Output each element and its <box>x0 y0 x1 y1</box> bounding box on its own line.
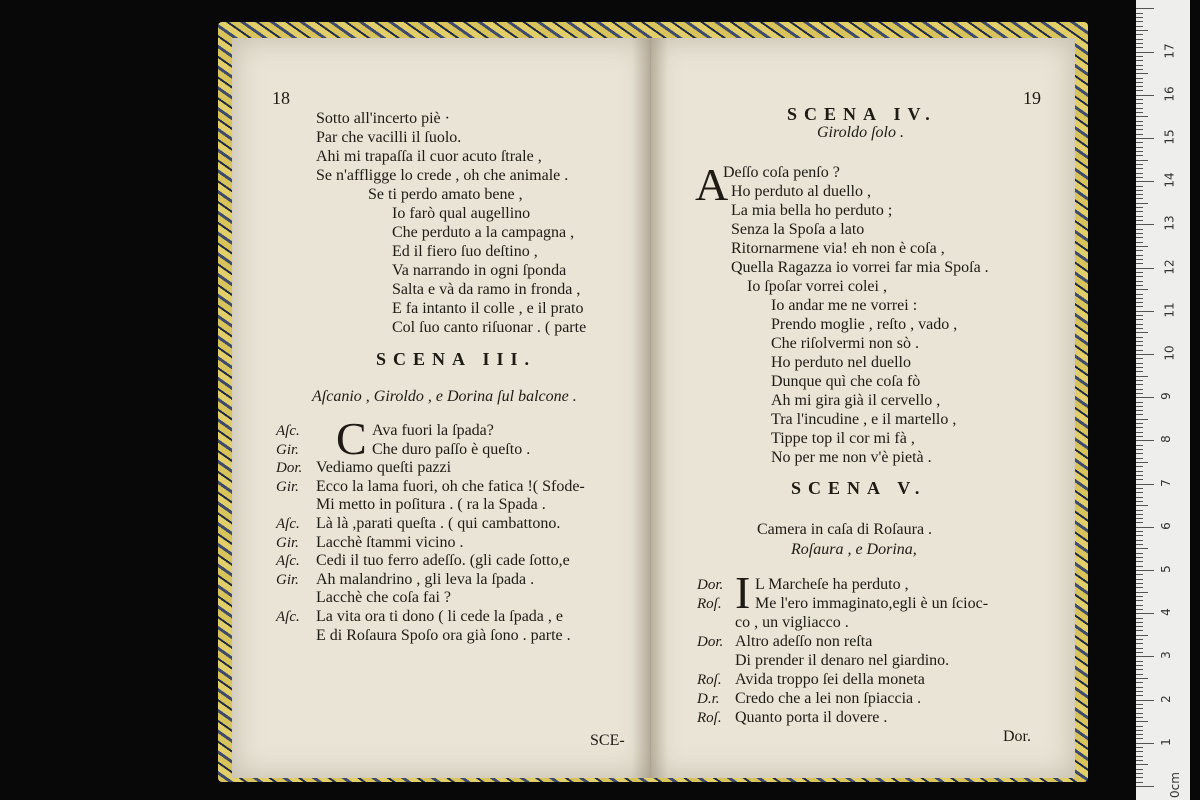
left-page <box>232 38 651 778</box>
ruler-tick <box>1136 103 1143 104</box>
ruler-tick <box>1136 769 1143 770</box>
dialogue-line: Ava fuori la ſpada? <box>372 422 494 439</box>
verse-line: Col ſuo canto riſuonar . ( parte <box>392 319 587 336</box>
monologue-line: Deſſo coſa penſo ? <box>723 164 840 181</box>
monologue-line: Dunque quì che coſa fò <box>771 373 921 390</box>
ruler-tick <box>1136 488 1143 489</box>
ruler-tick <box>1136 216 1143 217</box>
ruler-tick <box>1136 294 1143 295</box>
ruler-label: 5 <box>1158 565 1173 573</box>
verse-line: Par che vacilli il ſuolo. <box>316 129 462 146</box>
dialogue-line: L Marcheſe ha perduto , <box>755 576 909 593</box>
ruler-tick <box>1136 561 1143 562</box>
ruler-tick <box>1136 116 1148 117</box>
page-number-right: 19 <box>1023 88 1041 108</box>
ruler-label: 8 <box>1158 435 1173 444</box>
ruler-tick <box>1136 337 1143 338</box>
ruler-tick <box>1136 43 1143 44</box>
ruler-tick <box>1136 39 1143 40</box>
ruler-tick <box>1136 518 1143 519</box>
ruler-tick <box>1136 125 1143 126</box>
ruler-tick <box>1136 440 1154 441</box>
ruler-tick <box>1136 531 1143 532</box>
ruler-tick <box>1136 643 1143 644</box>
speaker-label: Gir. <box>276 441 299 458</box>
ruler-tick <box>1136 147 1143 148</box>
ruler-label: 0cm <box>1167 772 1182 798</box>
ruler-tick <box>1136 605 1143 606</box>
ruler-tick <box>1136 557 1143 558</box>
ruler-tick <box>1136 315 1143 316</box>
monologue-line: Quella Ragazza io vorrei far mia Spoſa . <box>731 259 989 276</box>
ruler-tick <box>1136 587 1143 588</box>
ruler-tick <box>1136 665 1143 666</box>
page-number-left: 18 <box>272 88 290 108</box>
ruler-tick <box>1136 65 1143 66</box>
ruler-tick <box>1136 527 1154 528</box>
ruler-tick <box>1136 233 1143 234</box>
ruler-tick <box>1136 782 1143 783</box>
ruler-tick <box>1136 414 1143 415</box>
ruler-tick <box>1136 466 1143 467</box>
dialogue-line: Là là ,parati queſta . ( qui cambattono. <box>316 515 561 532</box>
ruler-tick <box>1136 285 1143 286</box>
dialogue-line: E di Roſaura Spoſo ora già ſono . parte . <box>316 626 571 644</box>
speaker-label: Roſ. <box>697 710 722 726</box>
monologue-line: Ah mi gira già il cervello , <box>771 392 941 409</box>
ruler-tick <box>1136 579 1143 580</box>
ruler-tick <box>1136 207 1143 208</box>
dialogue-line: co , un vigliacco . <box>735 614 849 631</box>
ruler-tick <box>1136 786 1154 787</box>
ruler-tick <box>1136 354 1154 355</box>
dialogue-line: Ah malandrino , gli leva la ſpada . <box>316 570 535 588</box>
speaker-label: Gir. <box>276 534 299 551</box>
dialogue-line: Quanto porta il dovere . <box>735 709 888 726</box>
ruler-tick <box>1136 380 1143 381</box>
dialogue-line: Me l'ero immaginato,egli è un ſcioc- <box>755 595 989 612</box>
ruler-tick <box>1136 255 1143 256</box>
ruler-tick <box>1136 436 1143 437</box>
monologue-line: Senza la Spoſa a lato <box>731 221 865 238</box>
speaker-label: Aſc. <box>276 516 300 532</box>
ruler-label: 13 <box>1162 215 1177 232</box>
speaker-label: D.r. <box>697 691 720 707</box>
dialogue-line: Vediamo queſti pazzi <box>316 459 452 477</box>
monologue-line: Ho perduto al duello , <box>731 183 871 200</box>
verse-line: E fa intanto il colle , e il prato <box>392 300 584 317</box>
ruler-tick <box>1136 510 1143 511</box>
ruler-tick <box>1136 350 1143 351</box>
ruler-tick <box>1136 160 1148 161</box>
ruler-label: 7 <box>1158 478 1173 487</box>
ruler-tick <box>1136 190 1143 191</box>
ruler-tick <box>1136 276 1143 277</box>
verse-line: Che perduto a la campagna , <box>392 224 575 241</box>
ruler-tick <box>1136 181 1154 182</box>
ruler-tick <box>1136 246 1148 247</box>
ruler-tick <box>1136 99 1143 100</box>
ruler-tick <box>1136 479 1143 480</box>
ruler-tick <box>1136 738 1143 739</box>
ruler-tick <box>1136 734 1143 735</box>
ruler-tick <box>1136 635 1148 636</box>
ruler-tick <box>1136 306 1143 307</box>
ruler-label: 11 <box>1162 302 1177 318</box>
speaker-label: Dor. <box>697 577 724 593</box>
speaker-label: Dor. <box>697 634 724 650</box>
ruler-tick <box>1136 220 1143 221</box>
ruler-tick <box>1136 56 1143 57</box>
ruler-tick <box>1136 155 1143 156</box>
dropcap-a: A <box>695 159 729 210</box>
ruler-tick <box>1136 52 1154 53</box>
ruler-tick <box>1136 432 1143 433</box>
ruler-tick <box>1136 384 1143 385</box>
ruler-tick <box>1136 462 1148 463</box>
monologue-line: Tra l'incudine , e il martello , <box>771 411 957 428</box>
ruler-tick <box>1136 669 1143 670</box>
ruler-tick <box>1136 82 1143 83</box>
ruler-tick <box>1136 777 1143 778</box>
ruler-tick <box>1136 687 1143 688</box>
monologue-line: No per me non v'è pietà . <box>771 449 932 466</box>
ruler-tick <box>1136 743 1154 744</box>
ruler-tick <box>1136 708 1143 709</box>
ruler-tick <box>1136 574 1143 575</box>
ruler-tick <box>1136 60 1143 61</box>
ruler-tick <box>1136 13 1143 14</box>
ruler-tick <box>1136 328 1143 329</box>
ruler-label: 4 <box>1158 608 1173 617</box>
ruler-tick <box>1136 281 1143 282</box>
ruler-tick <box>1136 129 1143 130</box>
speaker-label: Aſc. <box>276 423 300 439</box>
ruler-tick <box>1136 535 1143 536</box>
ruler-tick <box>1136 548 1148 549</box>
ruler-tick <box>1136 263 1143 264</box>
ruler-tick <box>1136 393 1143 394</box>
verse-line: Se n'affligge lo crede , oh che animale . <box>316 167 569 184</box>
ruler-tick <box>1136 721 1148 722</box>
ruler-tick <box>1136 108 1143 109</box>
ruler-tick <box>1136 471 1143 472</box>
verse-line: Va narrando in ogni ſponda <box>392 262 567 279</box>
ruler-tick <box>1136 600 1143 601</box>
speaker-label: Gir. <box>276 478 299 495</box>
dialogue-line: Credo che a lei non ſpiaccia . <box>735 690 922 707</box>
ruler-tick <box>1136 419 1148 420</box>
ruler-tick <box>1136 756 1143 757</box>
ruler-tick <box>1136 678 1148 679</box>
ruler-tick <box>1136 21 1143 22</box>
ruler-tick <box>1136 26 1143 27</box>
ruler-tick <box>1136 397 1154 398</box>
speaker-label: Roſ. <box>697 596 722 612</box>
ruler-tick <box>1136 363 1143 364</box>
ruler-tick <box>1136 17 1143 18</box>
ruler-tick <box>1136 492 1143 493</box>
dialogue-line: Avida troppo ſei della moneta <box>735 671 925 688</box>
ruler-tick <box>1136 652 1143 653</box>
ruler-tick <box>1136 358 1143 359</box>
ruler-tick <box>1136 656 1154 657</box>
ruler-tick <box>1136 674 1143 675</box>
monologue-line: La mia bella ho perduto ; <box>731 202 893 219</box>
ruler-tick <box>1136 505 1148 506</box>
ruler-tick <box>1136 173 1143 174</box>
verse-line: Ed il fiero ſuo deſtino , <box>392 243 538 260</box>
ruler-tick <box>1136 138 1154 139</box>
verse-line: Sotto all'incerto piè · <box>316 110 450 127</box>
ruler-tick <box>1136 268 1154 269</box>
ruler-tick <box>1136 302 1143 303</box>
ruler-tick <box>1136 497 1143 498</box>
scene-subtitle-3: Aſcanio , Giroldo , e Dorina ſul balcone . <box>312 388 577 405</box>
ruler-tick <box>1136 47 1143 48</box>
ruler-tick <box>1136 622 1143 623</box>
ruler-tick <box>1136 272 1143 273</box>
ruler-tick <box>1136 760 1143 761</box>
ruler-tick <box>1136 764 1148 765</box>
monologue-line: Che riſolvermi non sò . <box>771 335 919 352</box>
ruler-tick <box>1136 259 1143 260</box>
open-book <box>218 22 1088 782</box>
scene-setting-5: Camera in caſa di Roſaura . <box>757 521 933 538</box>
ruler-tick <box>1136 194 1143 195</box>
ruler-tick <box>1136 406 1143 407</box>
ruler-tick <box>1136 613 1154 614</box>
ruler-tick <box>1136 78 1143 79</box>
monologue-line: Prendo moglie , reſto , vado , <box>771 316 958 333</box>
ruler-label: 12 <box>1162 258 1177 275</box>
dropcap-c: C <box>336 413 367 464</box>
ruler-tick <box>1136 250 1143 251</box>
ruler-label: 9 <box>1158 392 1173 401</box>
ruler-tick <box>1136 324 1143 325</box>
ruler-tick <box>1136 95 1154 96</box>
ruler-tick <box>1136 410 1143 411</box>
ruler-tick <box>1136 522 1143 523</box>
ruler-tick <box>1136 717 1143 718</box>
ruler-tick <box>1136 648 1143 649</box>
ruler-tick <box>1136 453 1143 454</box>
dialogue-line: La vita ora ti dono ( li cede la ſpada , e <box>316 608 564 625</box>
ruler-label: 14 <box>1162 172 1177 188</box>
ruler-tick <box>1136 484 1154 485</box>
ruler-tick <box>1136 151 1143 152</box>
verse-line: Io farò qual augellino <box>392 205 531 222</box>
ruler-tick <box>1136 618 1143 619</box>
scene-characters-5: Roſaura , e Dorina, <box>791 541 917 558</box>
ruler-tick <box>1136 501 1143 502</box>
ruler-tick <box>1136 332 1148 333</box>
ruler-tick <box>1136 367 1143 368</box>
dropcap-i: I <box>735 567 751 618</box>
ruler-label: 15 <box>1162 129 1177 145</box>
ruler-tick <box>1136 30 1148 31</box>
ruler-tick <box>1136 371 1143 372</box>
ruler-tick <box>1136 289 1148 290</box>
ruler-tick <box>1136 691 1143 692</box>
catchword-left: SCE- <box>590 732 625 749</box>
speaker-label: Gir. <box>276 571 299 588</box>
ruler-tick <box>1136 570 1154 571</box>
ruler-tick <box>1136 237 1143 238</box>
ruler-tick <box>1136 751 1143 752</box>
ruler-label: 10 <box>1162 345 1177 361</box>
ruler-tick <box>1136 726 1143 727</box>
ruler-tick <box>1136 242 1143 243</box>
ruler-label: 16 <box>1162 86 1177 102</box>
ruler-tick <box>1136 142 1143 143</box>
ruler-tick <box>1136 90 1143 91</box>
ruler-label: 1 <box>1158 737 1173 746</box>
ruler-tick <box>1136 311 1154 312</box>
scene-heading-4: SCENA IV. <box>787 104 937 124</box>
monologue-line: Ritornarmene via! eh non è coſa , <box>731 240 945 257</box>
ruler-tick <box>1136 198 1143 199</box>
monologue-line: Io andar me ne vorrei : <box>771 297 918 314</box>
ruler-tick <box>1136 203 1148 204</box>
ruler-label: 6 <box>1158 521 1173 530</box>
dialogue-line: Ecco la lama fuori, oh che fatica !( Sfode- <box>316 477 585 495</box>
right-page <box>650 38 1075 778</box>
ruler-tick <box>1136 544 1143 545</box>
ruler-tick <box>1136 704 1143 705</box>
ruler-tick <box>1136 730 1143 731</box>
ruler-tick <box>1136 376 1148 377</box>
ruler-tick <box>1136 596 1143 597</box>
ruler-tick <box>1136 177 1143 178</box>
ruler-tick <box>1136 639 1143 640</box>
verse-line: Salta e và da ramo in fronda , <box>392 281 581 298</box>
ruler-tick <box>1136 566 1143 567</box>
ruler-tick <box>1136 630 1143 631</box>
dialogue-line: Altro adeſſo non reſta <box>735 633 873 650</box>
ruler-tick <box>1136 186 1143 187</box>
ruler-tick <box>1136 224 1154 225</box>
ruler-tick <box>1136 682 1143 683</box>
speaker-label: Roſ. <box>697 672 722 688</box>
ruler-tick <box>1136 475 1143 476</box>
ruler-tick <box>1136 449 1143 450</box>
ruler-tick <box>1136 695 1143 696</box>
speaker-label: Aſc. <box>276 553 300 570</box>
ruler-tick <box>1136 609 1143 610</box>
ruler-tick <box>1136 592 1148 593</box>
ruler-tick <box>1136 8 1154 9</box>
ruler-tick <box>1136 773 1143 774</box>
scene-subtitle-4: Giroldo ſolo . <box>817 124 904 141</box>
ruler-tick <box>1136 168 1143 169</box>
monologue-line: Ho perduto nel duello <box>771 354 911 371</box>
ruler-label: 2 <box>1158 694 1173 703</box>
ruler-tick <box>1136 134 1143 135</box>
scene-heading-3: SCENA III. <box>376 349 537 369</box>
ruler-tick <box>1136 514 1143 515</box>
scene-heading-5: SCENA V. <box>791 478 927 498</box>
ruler-tick <box>1136 345 1143 346</box>
ruler-tick <box>1136 626 1143 627</box>
ruler-tick <box>1136 211 1143 212</box>
verse-line: Ahi mi trapaſſa il cuor acuto ſtrale , <box>316 148 542 165</box>
ruler-tick <box>1136 402 1143 403</box>
ruler-tick <box>1136 747 1143 748</box>
ruler-tick <box>1136 700 1154 701</box>
ruler-tick <box>1136 341 1143 342</box>
measuring-ruler <box>1136 0 1190 800</box>
speaker-label: Dor. <box>276 460 303 477</box>
dialogue-line: Di prender il denaro nel giardino. <box>735 652 950 669</box>
ruler-tick <box>1136 73 1148 74</box>
catchword-right: Dor. <box>1003 728 1031 745</box>
ruler-tick <box>1136 69 1143 70</box>
ruler-tick <box>1136 458 1143 459</box>
ruler-tick <box>1136 34 1143 35</box>
ruler-tick <box>1136 553 1143 554</box>
dialogue-line: Lacchè che coſa fai ? <box>316 589 452 607</box>
ruler-tick <box>1136 112 1143 113</box>
monologue-line: Io ſpoſar vorrei colei , <box>747 278 887 295</box>
ruler-tick <box>1136 427 1143 428</box>
ruler-tick <box>1136 229 1143 230</box>
dialogue-line: Lacchè ſtammi vicino . <box>316 533 464 551</box>
dialogue-line: Che duro paſſo è queſto . <box>372 440 531 458</box>
ruler-tick <box>1136 713 1143 714</box>
ruler-label: 3 <box>1158 651 1173 660</box>
ruler-tick <box>1136 298 1143 299</box>
ruler-tick <box>1136 86 1143 87</box>
monologue-line: Tippe top il cor mi fà , <box>771 430 915 447</box>
ruler-tick <box>1136 121 1143 122</box>
ruler-tick <box>1136 661 1143 662</box>
speaker-label: Aſc. <box>276 609 300 625</box>
ruler-tick <box>1136 389 1143 390</box>
ruler-tick <box>1136 423 1143 424</box>
ruler-tick <box>1136 319 1143 320</box>
ruler-tick <box>1136 164 1143 165</box>
ruler-tick <box>1136 540 1143 541</box>
ruler-tick <box>1136 583 1143 584</box>
dialogue-line: Cedi il tuo ferro adeſſo. (gli cade ſotto,e <box>316 552 570 570</box>
dialogue-line: Mi metto in poſitura . ( ra la Spada . <box>316 496 546 514</box>
ruler-label: 17 <box>1162 42 1177 59</box>
verse-line: Se ti perdo amato bene , <box>368 186 523 203</box>
ruler-tick <box>1136 445 1143 446</box>
